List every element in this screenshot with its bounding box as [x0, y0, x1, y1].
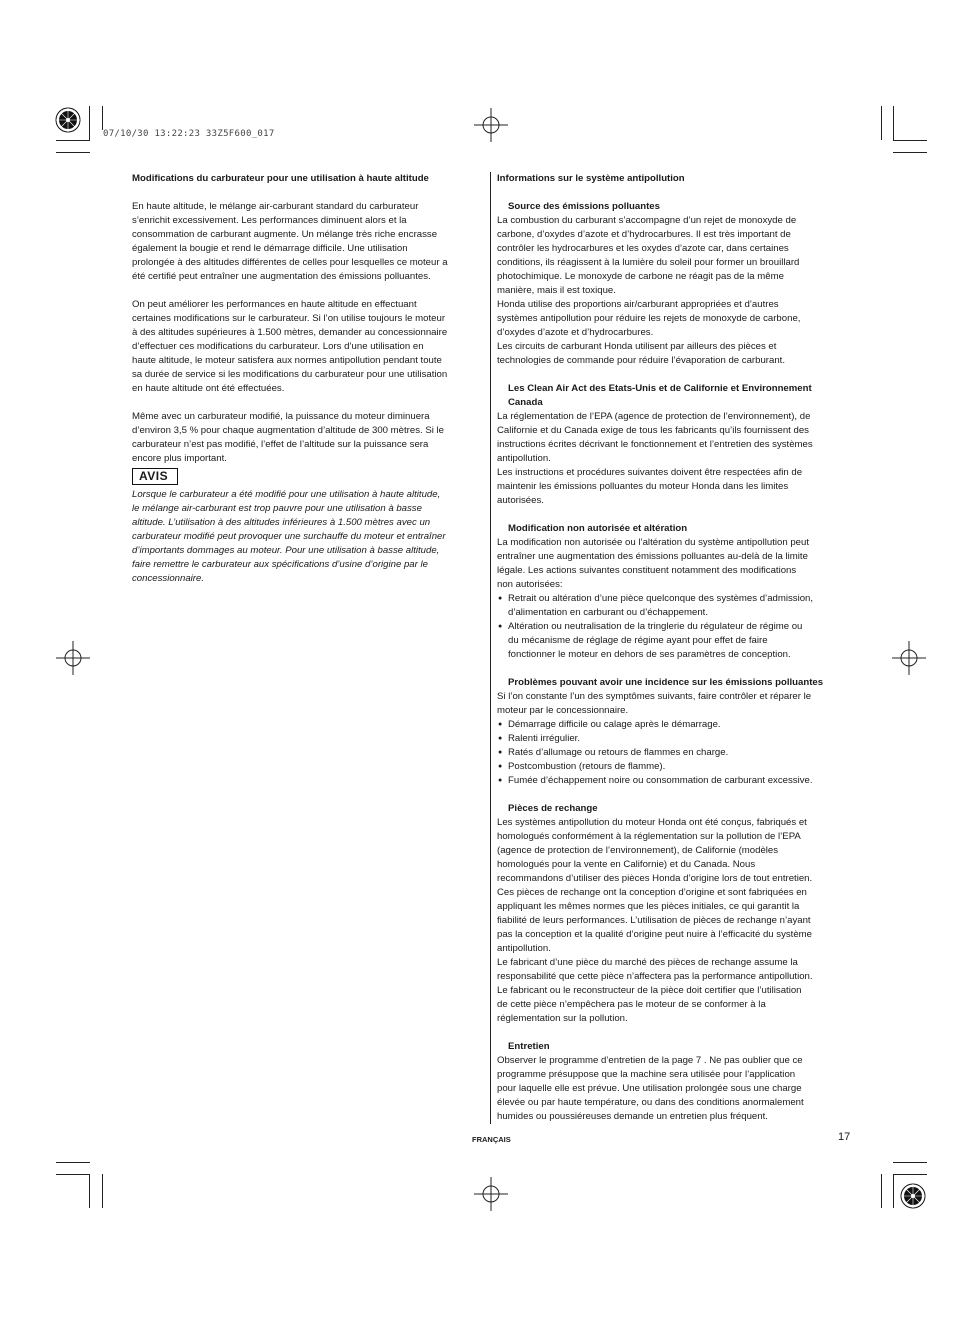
avis-label: AVIS [132, 468, 178, 485]
text-line: conditions, ils réagissent à la lumière du soleil pour former un brouillard [497, 257, 800, 268]
text-line: ● Démarrage difficile ou calage après le démarrage. [508, 719, 721, 730]
subsection-title-maintenance: Entretien [508, 1041, 550, 1052]
column-divider [490, 172, 491, 1124]
avis-text [132, 488, 484, 586]
crop-mark [89, 1174, 90, 1208]
text-line: (agence de protection de l’environnement), de Californie (modèles [497, 845, 779, 856]
paragraph-1 [132, 200, 484, 284]
text-line: autorisées. [497, 495, 544, 506]
text-line: d’importants dommages au moteur. Pour une utilisation à basse altitude, [132, 545, 440, 556]
text-line: entraîner une augmentation des émissions polluantes au-delà de la limite [497, 551, 808, 562]
text-line: Observer le programme d’entretien de la page 7 . Ne pas oublier que ce [497, 1055, 803, 1066]
text-line: élevée ou par haute température, ou dans des conditions anormalement [497, 1097, 804, 1108]
text-line: technologies de commande pour réduire l’évaporation de carburant. [497, 355, 785, 366]
text-line: légale. Les actions suivantes constituent notamment des modifications [497, 565, 797, 576]
text-line: Les instructions et procédures suivantes doivent être respectées afin de [497, 467, 803, 478]
text-line: Les Clean Air Act des Etats-Unis et de Californie et Environnement [508, 383, 812, 394]
text-line: programme présuppose que la machine sera utilisée pour l’application [497, 1069, 796, 1080]
registration-target-icon [474, 1177, 508, 1211]
registration-target-icon [56, 641, 90, 675]
text-line: ● Fumée d’échappement noire ou consommation de carburant excessive. [508, 775, 813, 786]
bullet-item [497, 732, 855, 746]
registration-target-icon [474, 108, 508, 142]
subsection-title-parts: Pièces de rechange [508, 803, 598, 814]
text-line: le mélange air-carburant est trop pauvre pour une utilisation à basse [132, 503, 422, 514]
text-line: été certifié peut entraîner une augmentation des émissions polluantes. [132, 271, 431, 282]
text-line: moteur par le concessionnaire. [497, 705, 629, 716]
text-line: La réglementation de l’EPA (agence de protection de l’environnement), de [497, 411, 811, 422]
text-line: non autorisées: [497, 579, 563, 590]
tampering-bullets [497, 592, 855, 662]
text-line: ● Altération ou neutralisation de la tringlerie du régulateur de régime ou [508, 621, 803, 632]
text-line: responsabilité que cette pièce n’affectera pas la performance antipollution. [497, 971, 813, 982]
parts-text [497, 816, 855, 1026]
text-line: homologués conformément à la réglementation sur la pollution de l’EPA [497, 831, 801, 842]
text-line: antipollution. [497, 453, 551, 464]
tampering-text [497, 536, 855, 592]
text-line: Californie et du Canada exige de tous les fabricants qu’ils fournissent des [497, 425, 809, 436]
text-line: encore plus important. [132, 453, 227, 464]
text-line: d’effectuer ces modifications du carburateur. Lors d’une utilisation en [132, 341, 424, 352]
text-line: également la bougie et rend le démarrage difficile. Une utilisation [132, 243, 408, 254]
text-line: d’alimentation en carburant ou d’échappement. [508, 607, 709, 618]
text-line: haute altitude, le moteur satisfera aux normes antipollution pendant toute [132, 355, 442, 366]
text-line: s’enrichit excessivement. Les performances diminuent alors et la [132, 215, 407, 226]
text-line: carbone, d’oxydes d’azote et d’hydrocarbures. Il est très important de [497, 229, 791, 240]
crop-mark [881, 106, 882, 140]
text-line: homologués pour la vente en Californie) et du Canada. Nous [497, 859, 756, 870]
crop-mark [56, 152, 90, 153]
text-line: à des altitudes supérieures à 1.500 mètres, demander au concessionnaire [132, 327, 448, 338]
text-line: On peut améliorer les performances en haute altitude en effectuant [132, 299, 417, 310]
text-line: altitude. L’utilisation à des altitudes inférieures à 1.500 mètres avec un [132, 517, 431, 528]
bullet-item [497, 760, 855, 774]
text-line: maintenir les émissions polluantes du moteur Honda dans les limites [497, 481, 789, 492]
page-number: 17 [838, 1131, 851, 1143]
crop-mark [893, 140, 927, 141]
text-line: sa durée de service si les modifications du carburateur pour une utilisation [132, 369, 448, 380]
text-line: En haute altitude, le mélange air-carburant standard du carburateur [132, 201, 419, 212]
text-line: certaines modifications sur le carburateur. Si l’on utilise toujours le moteur [132, 313, 446, 324]
crop-mark [102, 1174, 103, 1208]
text-line: réglementation sur la pollution. [497, 1013, 628, 1024]
crop-mark [56, 1162, 90, 1163]
text-line: recommandons d’utiliser des pièces Honda d’origine lors de tout entretien. [497, 873, 813, 884]
text-line: ● Postcombustion (retours de flamme). [508, 761, 666, 772]
crop-mark [56, 140, 90, 141]
text-line: en haute altitude ont été effectuées. [132, 383, 285, 394]
text-line: systèmes antipollution pour réduire les rejets de monoxyde de carbone, [497, 313, 801, 324]
text-line: Le fabricant ou le reconstructeur de la pièce doit certifier que l’utilisation [497, 985, 802, 996]
text-line: antipollution. [497, 943, 551, 954]
source-text [497, 214, 855, 368]
bullet-item [497, 620, 855, 662]
bullet-item [497, 746, 855, 760]
paragraph-2 [132, 298, 484, 396]
text-line: faire remettre le carburateur aux spécifications d’usine d’origine par le [132, 559, 428, 570]
text-line: appliquant les mêmes normes que les pièces initiales, ce qui garantit la [497, 901, 800, 912]
text-line: La modification non autorisée ou l’altération du système antipollution peut [497, 537, 809, 548]
starburst-mark-icon [54, 106, 82, 134]
text-line: fonctionner le moteur en dehors de ses paramètres de conception. [508, 649, 791, 660]
text-line: pour laquelle elle est prévue. Une utilisation prolongée sous une charge [497, 1083, 802, 1094]
bullet-item [497, 718, 855, 732]
text-line: La combustion du carburant s’accompagne d’un rejet de monoxyde de [497, 215, 797, 226]
starburst-mark-icon [899, 1182, 927, 1210]
paragraph-3 [132, 410, 484, 466]
text-line: Canada [508, 397, 543, 408]
bullet-item [497, 774, 855, 788]
registration-target-icon [892, 641, 926, 675]
text-line: Honda utilise des proportions air/carburant appropriées et d’autres [497, 299, 779, 310]
text-line: Même avec un carburateur modifié, la puissance du moteur diminuera [132, 411, 430, 422]
bullet-item [497, 592, 855, 620]
text-line: Le fabricant d’une pièce du marché des pièces de rechange assume la [497, 957, 798, 968]
subsection-title-clean-air-act [497, 382, 855, 410]
text-line: prolongée à des altitudes différentes de celles pour lesquelles ce moteur a [132, 257, 448, 268]
crop-mark [893, 152, 927, 153]
subsection-title-tampering: Modification non autorisée et altération [508, 523, 688, 534]
text-line: Lorsque le carburateur a été modifié pour une utilisation à haute altitude, [132, 489, 441, 500]
crop-mark [893, 1174, 927, 1175]
text-line: Les circuits de carburant Honda utilisent par ailleurs des pièces et [497, 341, 777, 352]
text-line: d’environ 3,5 % pour chaque augmentation d’altitude de 300 mètres. Si le [132, 425, 444, 436]
text-line: instructions écrites décrivant le fonctionnement et l’entretien des systèmes [497, 439, 813, 450]
left-column [132, 172, 484, 586]
crop-mark [89, 106, 90, 140]
print-timestamp: 07/10/30 13:22:23 33Z5F600_017 [103, 129, 275, 139]
crop-mark [893, 106, 894, 140]
crop-mark [881, 1174, 882, 1208]
subsection-title-problems: Problèmes pouvant avoir une incidence sur les émissions polluantes [508, 677, 824, 688]
text-line: consommation de carburant augmente. Un mélange très riche encrasse [132, 229, 438, 240]
text-line: du mécanisme de réglage de régime ayant pour effet de faire [508, 635, 768, 646]
text-line: humides ou poussiéreuses demande un entretien plus fréquent. [497, 1111, 768, 1122]
text-line: Ces pièces de rechange ont la conception d’origine et sont fabriquées en [497, 887, 807, 898]
text-line: ● Ralenti irrégulier. [508, 733, 580, 744]
text-line: manière, mais il est toxique. [497, 285, 616, 296]
text-line: carburateur n’est pas modifié, l’effet de l’altitude sur la puissance sera [132, 439, 429, 450]
problems-bullets [497, 718, 855, 788]
crop-mark [893, 1162, 927, 1163]
crop-mark [893, 1174, 894, 1208]
text-line: Si l’on constante l’un des symptômes suivants, faire contrôler et réparer le [497, 691, 812, 702]
text-line: ● Retrait ou altération d’une pièce quelconque des systèmes d’admission, [508, 593, 814, 604]
text-line: carburateur modifié peut provoquer une surchauffe du moteur et entraîner [132, 531, 446, 542]
section-title-emissions: Informations sur le système antipollution [497, 173, 685, 184]
text-line: Les systèmes antipollution du moteur Honda ont été conçus, fabriqués et [497, 817, 807, 828]
text-line: de cette pièce n’empêchera pas le moteur de se conformer à la [497, 999, 766, 1010]
text-line: fiabilité de leurs performances. L’utilisation de pièces de rechange n’ayant [497, 915, 811, 926]
clean-air-act-text [497, 410, 855, 508]
subsection-title-source: Source des émissions polluantes [508, 201, 660, 212]
problems-text [497, 690, 855, 718]
right-column [497, 172, 855, 1124]
footer-language: FRANÇAIS [472, 1135, 511, 1144]
text-line: ● Ratés d’allumage ou retours de flammes en charge. [508, 747, 729, 758]
text-line: d’oxydes d’azote et d’hydrocarbures. [497, 327, 654, 338]
crop-mark [56, 1174, 90, 1175]
text-line: pas la conception et la qualité d’origine peut nuire à l’efficacité du système [497, 929, 813, 940]
text-line: contrôler les hydrocarbures et les oxydes d’azote car, dans certaines [497, 243, 789, 254]
text-line: photochimique. Le monoxyde de carbone ne réagit pas de la même [497, 271, 784, 282]
maintenance-text [497, 1054, 855, 1124]
section-title-high-altitude: Modifications du carburateur pour une utilisation à haute altitude [132, 173, 429, 184]
text-line: concessionnaire. [132, 573, 204, 584]
crop-mark [102, 106, 103, 130]
